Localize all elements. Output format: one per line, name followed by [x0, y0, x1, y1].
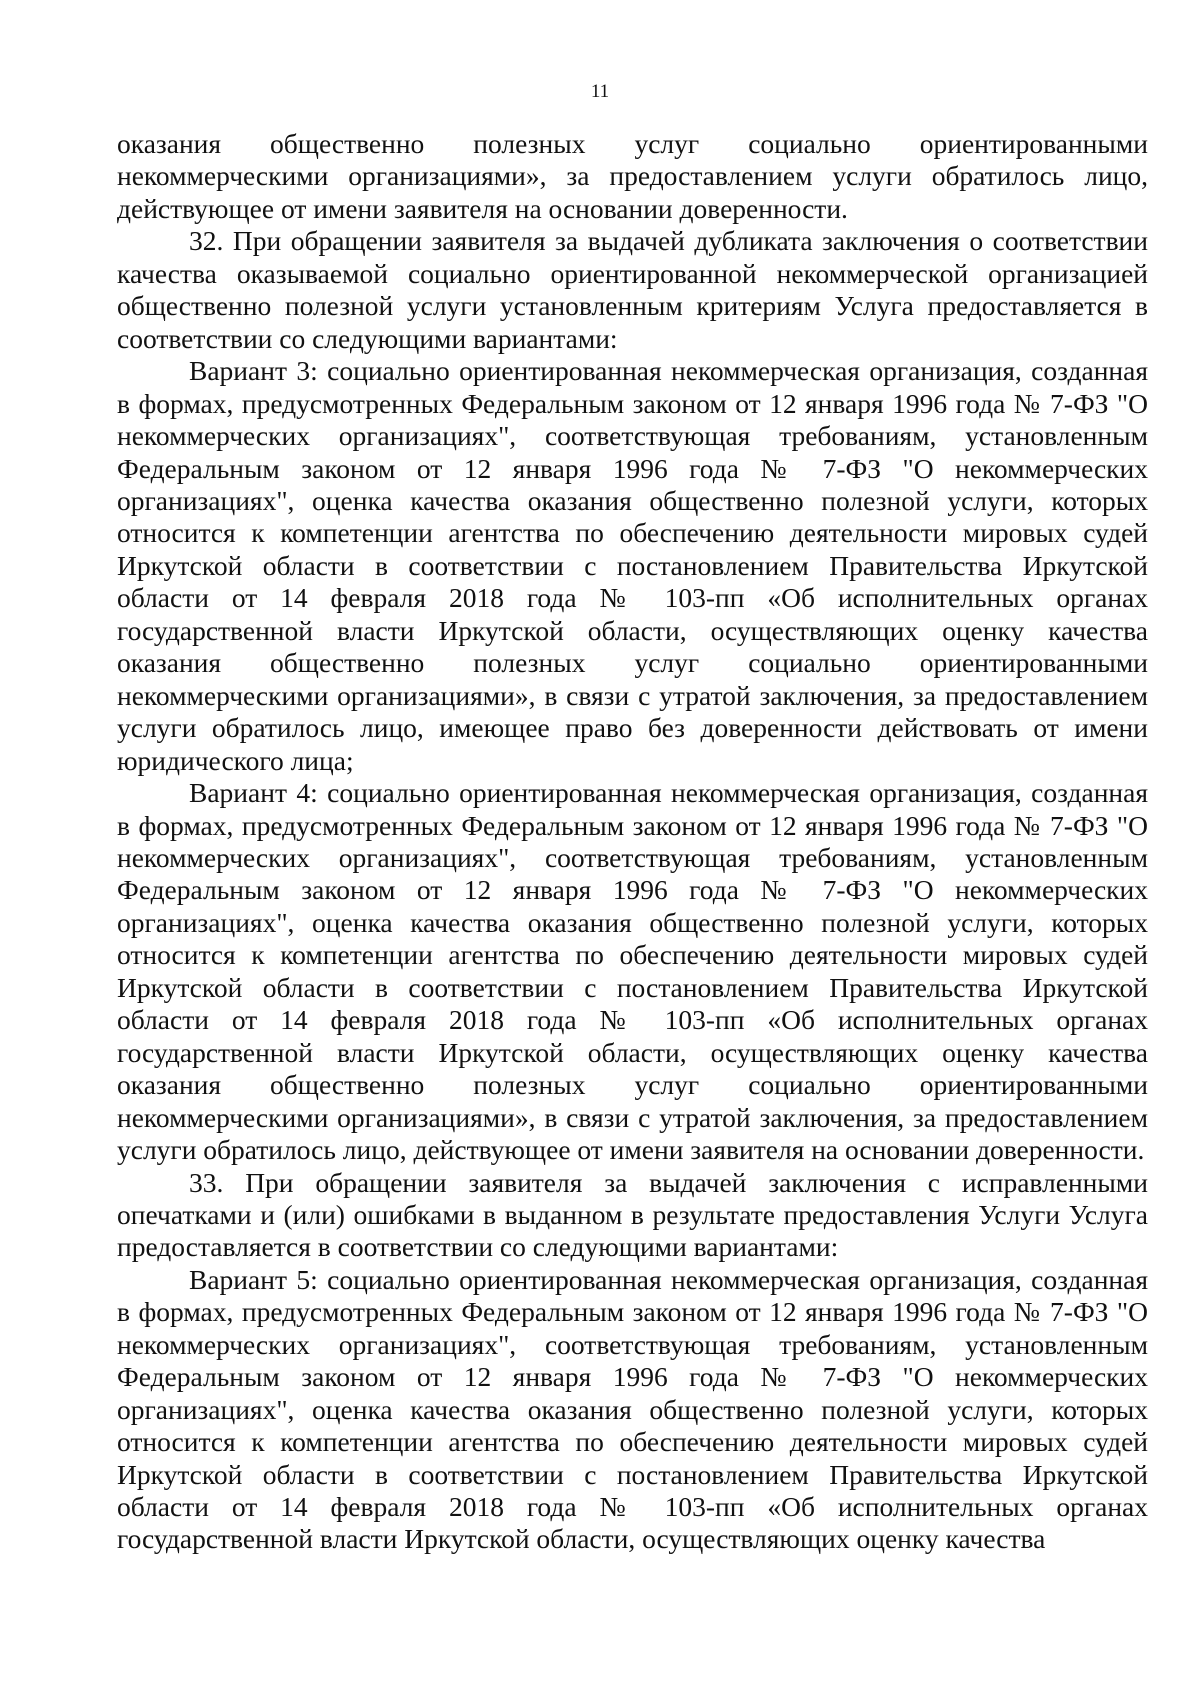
paragraph-variant-4: Вариант 4: социально ориентированная некоммерческая организация, созданная в формах, предусмотренных Федеральным законом от 12 января 1996 года № 7-ФЗ "О некоммерческих организациях", соответствующая требованиям, установленным Федеральным законом от 12 января 1996 года № 7-ФЗ "О некоммерческих организациях", оценка качества оказания общественно полезной услуги, которых относится к компетенции агентства по обеспечению деятельности мировых судей Иркутской области в соответствии с постановлением Правительства Иркутской области от 14 февраля 2018 года № 103-пп «Об исполнительных органах государственной власти Иркутской области, осуществляющих оценку качества оказания общественно полезных услуг социально ориентированными некоммерческими организациями», в связи с утратой заключения, за предоставлением услуги обратилось лицо, действующее от имени заявителя на основании доверенности.: [117, 777, 1148, 1166]
paragraph-clause-33: 33. При обращении заявителя за выдачей заключения с исправленными опечатками и (или) ошибками в выданном в результате предоставления Услуги Услуга предоставляется в соответствии со следующими вариантами:: [117, 1166, 1148, 1263]
page-number: 11: [590, 81, 610, 102]
paragraph-variant-5: Вариант 5: социально ориентированная некоммерческая организация, созданная в формах, предусмотренных Федеральным законом от 12 января 1996 года № 7-ФЗ "О некоммерческих организациях", соответствующая требованиям, установленным Федеральным законом от 12 января 1996 года № 7-ФЗ "О некоммерческих организациях", оценка качества оказания общественно полезной услуги, которых относится к компетенции агентства по обеспечению деятельности мировых судей Иркутской области в соответствии с постановлением Правительства Иркутской области от 14 февраля 2018 года № 103-пп «Об исполнительных органах государственной власти Иркутской области, осуществляющих оценку качества: [117, 1263, 1148, 1555]
paragraph-variant-3: Вариант 3: социально ориентированная некоммерческая организация, созданная в формах, предусмотренных Федеральным законом от 12 января 1996 года № 7-ФЗ "О некоммерческих организациях", соответствующая требованиям, установленным Федеральным законом от 12 января 1996 года № 7-ФЗ "О некоммерческих организациях", оценка качества оказания общественно полезной услуги, которых относится к компетенции агентства по обеспечению деятельности мировых судей Иркутской области в соответствии с постановлением Правительства Иркутской области от 14 февраля 2018 года № 103-пп «Об исполнительных органах государственной власти Иркутской области, осуществляющих оценку качества оказания общественно полезных услуг социально ориентированными некоммерческими организациями», в связи с утратой заключения, за предоставлением услуги обратилось лицо, имеющее право без доверенности действовать от имени юридического лица;: [117, 355, 1148, 776]
document-body: [117, 128, 1148, 1556]
paragraph-clause-32: 32. При обращении заявителя за выдачей дубликата заключения о соответствии качества оказываемой социально ориентированной некоммерческой организацией общественно полезной услуги установленным критериям Услуга предоставляется в соответствии со следующими вариантами:: [117, 225, 1148, 354]
paragraph-continuation: оказания общественно полезных услуг социально ориентированными некоммерческими организациями», за предоставлением услуги обратилось лицо, действующее от имени заявителя на основании доверенности.: [117, 128, 1148, 224]
